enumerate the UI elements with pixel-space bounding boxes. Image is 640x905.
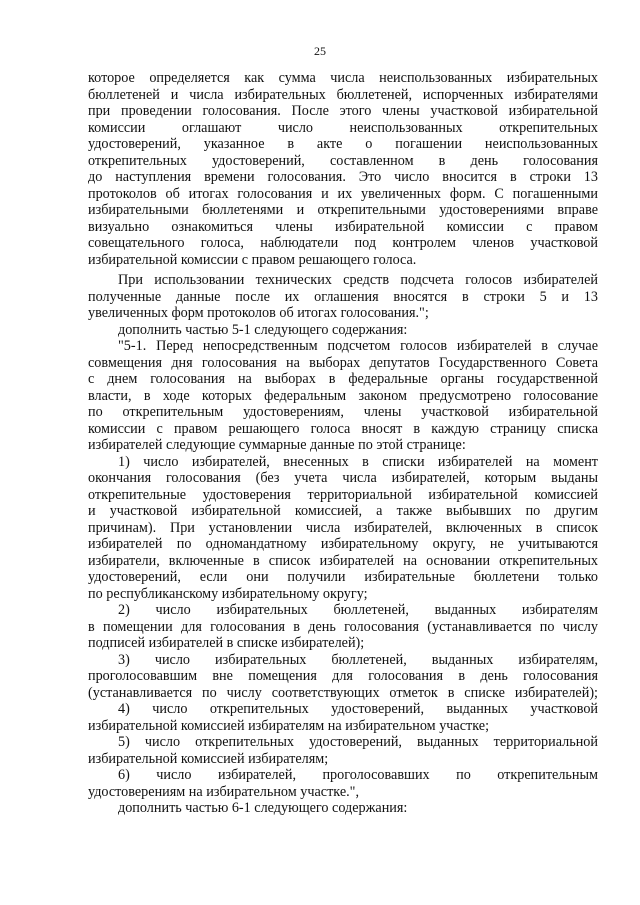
text-line: удостоверений, указанное в акте о погашении неиспользованных: [88, 136, 598, 152]
text-line: избирательными бюллетенями и открепительными удостоверениями вправе: [88, 202, 598, 218]
text-line: дополнить частью 6-1 следующего содержания:: [118, 800, 408, 816]
text-line: власти, в ходе которых федеральным законом предусмотрено голосование: [88, 387, 598, 404]
text-line: избирательной комиссией избирателям;: [88, 750, 329, 767]
text-line: При использовании технических средств подсчета голосов избирателей: [118, 272, 598, 288]
text-line: подписей избирателей в списке избирателей);: [88, 635, 365, 651]
text-line: избиратели, включенные в список избирателей на основании открепительных: [88, 552, 598, 569]
text-line: проголосовавшим вне помещения для голосования в день голосования: [88, 668, 598, 684]
text-line: бюллетеней и числа избирательных бюллетеней, испорченных избирателями: [88, 86, 598, 103]
text-line: при проведении голосования. После этого члены участковой избирательной: [88, 103, 598, 119]
text-line: в помещении для голосования в день голосования (устанавливается по числу: [88, 618, 598, 635]
text-line: удостоверениям на избирательном участке.",: [88, 783, 360, 800]
text-line: увеличенных форм протоколов об итогах голосования.";: [88, 305, 429, 321]
text-line: дополнить частью 5-1 следующего содержания:: [118, 321, 408, 338]
page-number: 25: [314, 44, 326, 58]
text-line: избирателей по одномандатному избирательному округу, не учитываются: [88, 536, 598, 552]
text-line: визуально ознакомиться члены избирательной комиссии с правом: [88, 218, 598, 235]
text-line: "5-1. Перед непосредственным подсчетом голосов избирателей в случае: [118, 338, 598, 354]
text-line: 6) число избирателей, проголосовавших по открепительным: [118, 767, 598, 783]
text-line: причинам). При установлении числа избирателей, включенных в список: [88, 519, 598, 536]
text-line: 5) число открепительных удостоверений, выданных территориальной: [118, 734, 598, 750]
text-line: комиссии с правом решающего голоса вносят в каждую страницу списка: [88, 420, 598, 437]
text-line: 3) число избирательных бюллетеней, выданных избирателям,: [118, 651, 598, 668]
text-line: и участковой избирательной комиссией, а также выбывших по другим: [88, 503, 598, 519]
text-line: совмещения дня голосования на выборах депутатов Государственного Совета: [88, 354, 598, 371]
text-line: (устанавливается по числу соответствующих отметок в списке избирателей);: [88, 684, 598, 701]
text-line: окончания голосования (без учета числа избирателей, которым выданы: [88, 470, 598, 486]
text-line: с днем голосования на выборах в федеральные органы государственной: [88, 371, 598, 387]
text-line: протоколов об итогах голосования и их увеличенных форм. С погашенными: [88, 185, 598, 202]
text-line: открепительных удостоверений, составленном в день голосования: [88, 152, 598, 169]
text-line: избирательной комиссией избирателям на избирательном участке;: [88, 717, 490, 734]
text-line: избирателей следующие суммарные данные по этой странице:: [88, 437, 466, 453]
text-line: 2) число избирательных бюллетеней, выданных избирателям: [118, 602, 598, 618]
text-line: по открепительным удостоверениям, члены участковой избирательной: [88, 404, 598, 420]
text-line: 4) число открепительных удостоверений, выданных участковой: [118, 701, 598, 717]
text-line: по республиканскому избирательному округу;: [88, 585, 368, 602]
document-body: [88, 70, 598, 817]
text-line: совещательного голоса, наблюдатели под контролем членов участковой: [88, 235, 598, 251]
text-line: избирательной комиссии с правом решающего голоса.: [88, 251, 417, 268]
text-line: 1) число избирателей, внесенных в списки избирателей на момент: [118, 453, 598, 470]
text-line: которое определяется как сумма числа неиспользованных избирательных: [88, 70, 598, 86]
text-line: открепительные удостоверения территориальной избирательной комиссией: [88, 486, 598, 503]
text-line: удостоверений, если они получили избирательные бюллетени только: [88, 569, 598, 585]
text-line: комиссии оглашают число неиспользованных открепительных: [88, 119, 598, 136]
text-line: до наступления времени голосования. Это число вносится в строки 13: [88, 169, 598, 185]
text-line: полученные данные после их оглашения вносятся в строки 5 и 13: [88, 288, 598, 305]
